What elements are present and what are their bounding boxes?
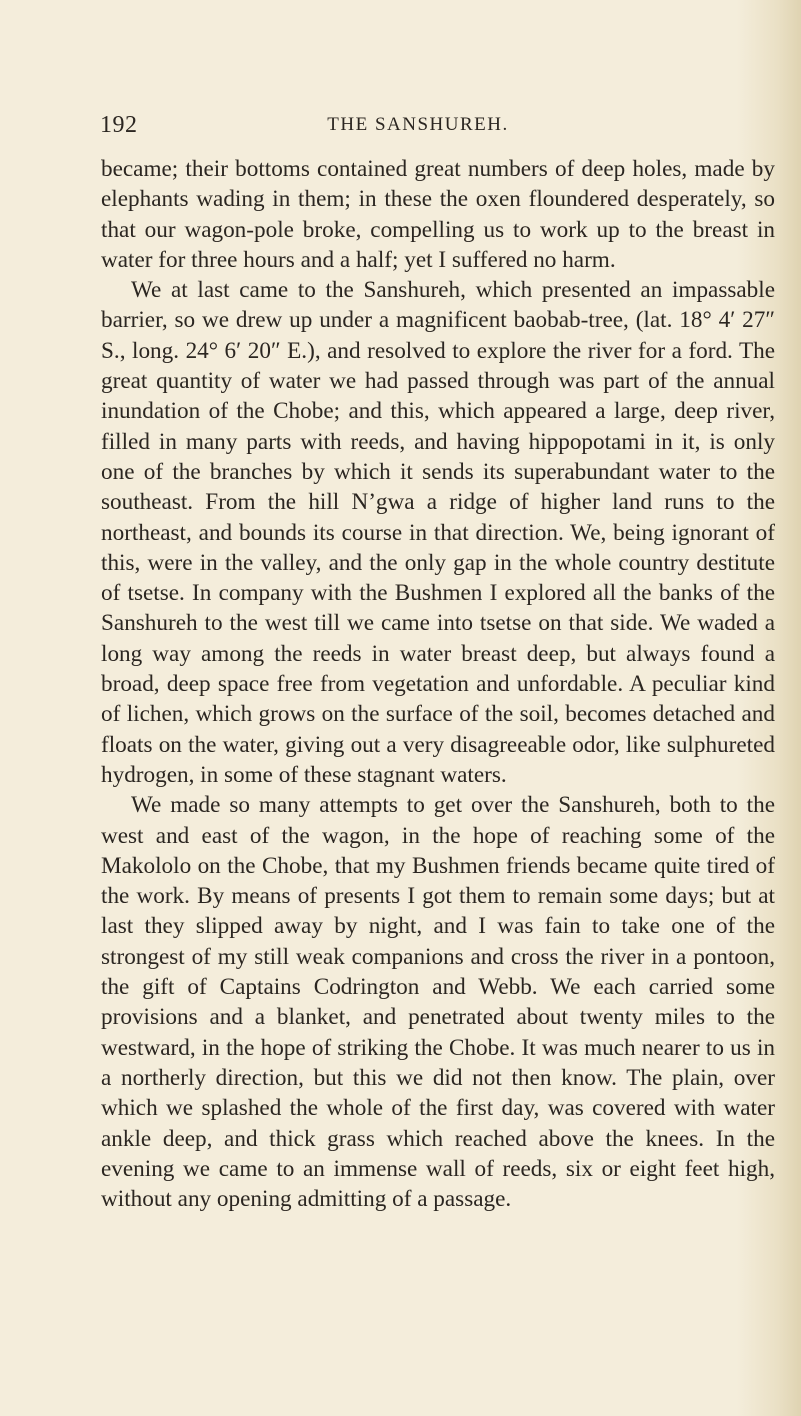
paragraph-continued: became; their bottoms contained great numbers of deep holes, made by elephants wading in them; in these the oxen floundered desperately, so that our wagon-pole broke, compelling us to work up to the breast in water for three hours and a half; yet I suffered no harm.	[101, 156, 775, 273]
paragraph-crossing-attempts: We made so many attempts to get over the Sanshureh, both to the west and east of the wagon, in the hope of reaching some of the Makololo on the Chobe, that my Bushmen friends became quite tired of the work. By means of presents I got them to remain some days; but at last they slipped away by night, and I was fain to take one of the strongest of my still weak companions and cross the river in a pontoon, the gift of Captains Codrington and Webb. We each carried some provisions and a blanket, and penetrated about twenty miles to the westward, in the hope of striking the Chobe. It was much nearer to us in a northerly direction, but this we did not then know. The plain, over which we splashed the whole of the first day, was covered with water ankle deep, and thick grass which reached above the knees. In the evening we came to an immense wall of reeds, six or eight feet high, without any opening admitting of a passage.	[101, 792, 775, 1213]
page-header	[100, 112, 736, 142]
running-title: THE SANSHUREH.	[327, 114, 509, 135]
body-text	[101, 154, 775, 1214]
page-number: 192	[100, 112, 138, 138]
paragraph-sanshureh-barrier: We at last came to the Sanshureh, which presented an impassable barrier, so we drew up under a magnificent baobab-tree, (lat. 18° 4′ 27″ S., long. 24° 6′ 20″ E.), and resolved to explore the river for a ford. The great quantity of water we had passed through was part of the annual inundation of the Chobe; and this, which appeared a large, deep river, filled in many parts with reeds, and having hippopotami in it, is only one of the branches by which it sends its superabundant water to the southeast. From the hill N’gwa a ridge of higher land runs to the northeast, and bounds its course in that direction. We, being ignorant of this, were in the valley, and the only gap in the whole country destitute of tsetse. In company with the Bushmen I explored all the banks of the Sanshureh to the west till we came into tsetse on that side. We waded a long way among the reeds in water breast deep, but always found a broad, deep space free from vegetation and unfordable. A peculiar kind of lichen, which grows on the surface of the soil, becomes detached and floats on the water, giving out a very disagreeable odor, like sulphureted hydrogen, in some of these stagnant waters.	[101, 277, 775, 788]
